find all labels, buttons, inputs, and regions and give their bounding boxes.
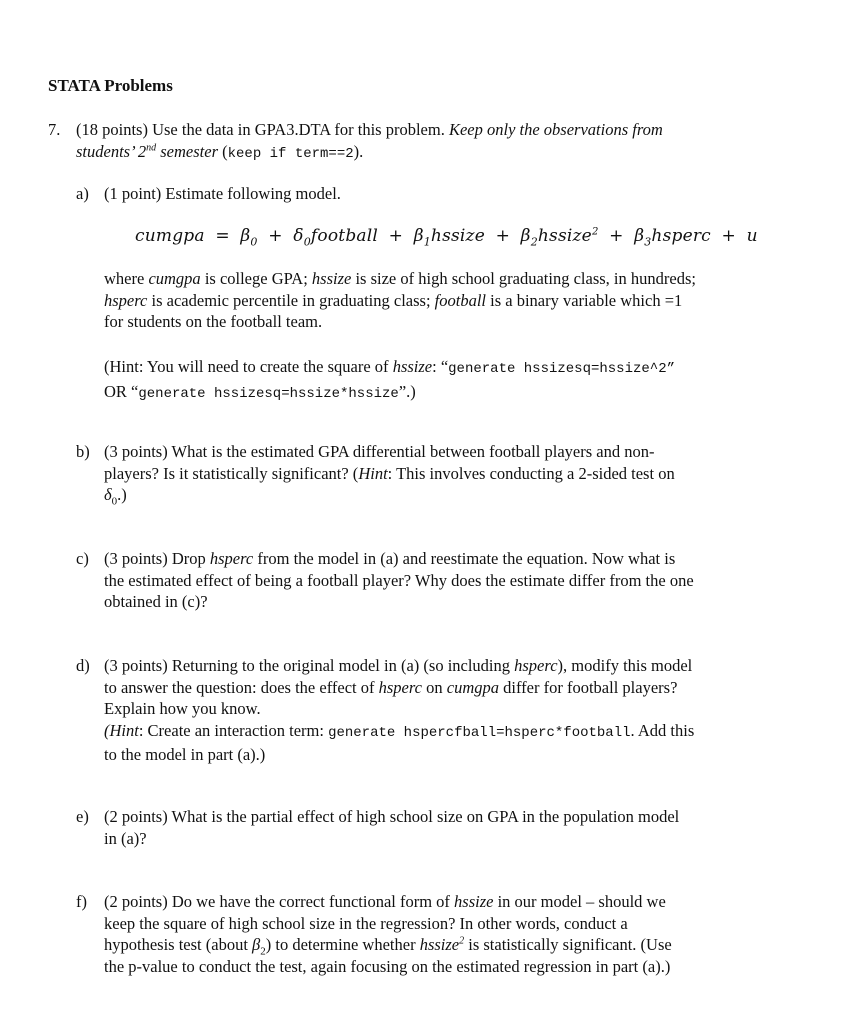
question-open-paren: ( [222, 141, 228, 161]
hint-cmd-2: generate hssizesq=hssize*hssize [138, 385, 399, 402]
model-equation [135, 226, 758, 248]
part-c-line-3: obtained in (c)? [104, 592, 208, 611]
part-f-line-3b: ) to determine whether [265, 935, 416, 954]
part-a-text: (1 point) Estimate following model. [104, 184, 341, 203]
part-c-line-2: the estimated effect of being a football player? Why does the estimate differ from the one [104, 570, 694, 590]
eq-beta0-sub: 0 [250, 235, 258, 249]
part-f-line-3a: hypothesis test (about [104, 935, 248, 954]
question-number: 7. [48, 120, 61, 139]
part-d-line-4b: : Create an interaction term: [138, 720, 324, 740]
part-a-label: a) [76, 184, 89, 203]
eq-delta0-sub: 0 [303, 235, 311, 249]
part-d-text [104, 655, 784, 766]
part-d-line-2b: on [426, 677, 443, 697]
part-f-var-2-sup: 2 [459, 935, 465, 947]
part-c-var: hsperc [209, 549, 254, 568]
question-nd: nd [146, 142, 157, 153]
hint-cmd-1: generate hssizesq=hssize^2” [448, 361, 675, 377]
where-hsperc: hsperc [104, 290, 148, 310]
question-points: (18 points) Use the data in GPA3.DTA for this problem. [76, 120, 445, 139]
part-b-line-1: (3 points) What is the estimated GPA differential between football players and non- [104, 442, 655, 461]
question-students: students’ 2 [76, 141, 147, 161]
part-e-label: e) [76, 807, 89, 826]
part-f-line-4: the p-value to conduct the test, again focusing on the estimated regression in part (a).) [104, 956, 671, 976]
part-d-line-3: Explain how you know. [104, 699, 261, 718]
part-f-beta: β [252, 935, 261, 954]
part-d-line-5: to the model in part (a).) [104, 745, 266, 764]
part-c-line-1a: (3 points) Drop [104, 549, 206, 568]
part-d-line-2c: differ for football players? [503, 677, 678, 697]
part-b-line-3-end: .) [117, 485, 127, 504]
part-b-hint-word: Hint [358, 463, 388, 483]
part-d-hint-word: Hint [109, 720, 139, 740]
part-c-line-1b: from the model in (a) and reestimate the equation. Now what is [257, 549, 676, 568]
eq-delta0: δ [293, 226, 304, 246]
part-d-line-1b: ), modify this model [557, 656, 693, 675]
section-heading: STATA Problems [48, 76, 173, 95]
eq-plus-4: + [609, 226, 624, 246]
eq-football: football [310, 226, 379, 246]
part-d-line-1a: (3 points) Returning to the original model in (a) (so including [104, 656, 511, 675]
eq-beta2-sub: 2 [530, 235, 538, 249]
part-f-text [104, 891, 784, 977]
part-d-command: generate hspercfball=hsperc*football [328, 724, 631, 741]
part-f-line-2: keep the square of high school size in the regression? In other words, conduct a [104, 913, 628, 933]
where-4: is academic percentile in graduating class; [151, 290, 431, 310]
hint-or: OR “ [104, 381, 139, 401]
hint-var: hssize [392, 357, 433, 376]
part-b-line-2b: : This involves conducting a 2-sided test on [387, 463, 675, 483]
eq-plus-2: + [388, 226, 404, 246]
part-f-line-1b: in our model – should we [497, 892, 666, 911]
question-close-paren: ). [353, 141, 364, 161]
eq-hssize: hssize [430, 226, 485, 246]
eq-beta1-sub: 1 [423, 235, 431, 249]
where-1: where [104, 269, 145, 288]
hint-2: : “ [432, 357, 449, 376]
question-intro [76, 119, 776, 165]
part-c-label: c) [76, 549, 89, 568]
eq-hssize-sq: hssize [537, 226, 592, 246]
part-a-where [104, 268, 784, 333]
eq-beta3: β [634, 226, 645, 246]
part-d-label: d) [76, 656, 90, 675]
part-d-var-3: cumgpa [446, 677, 500, 697]
eq-plus-3: + [495, 226, 511, 246]
eq-plus-1: + [268, 226, 283, 246]
part-d-var-1: hsperc [514, 656, 558, 675]
part-d-line-2a: to answer the question: does the effect of [104, 677, 375, 697]
question-semester: semester [160, 141, 218, 161]
part-b-line-2a: players? Is it statistically significant? ( [104, 463, 359, 483]
eq-beta0: β [240, 226, 251, 246]
part-a-hint [104, 356, 784, 405]
where-6: for students on the football team. [104, 312, 323, 331]
where-3: is size of high school graduating class, in hundreds; [355, 269, 696, 288]
part-f-label: f) [76, 892, 87, 911]
eq-plus-5: + [721, 226, 736, 246]
where-cumgpa: cumgpa [148, 269, 201, 288]
part-b-delta: δ [104, 485, 112, 504]
part-e-line-1: (2 points) What is the partial effect of high school size on GPA in the population model [104, 807, 680, 826]
eq-beta1: β [413, 226, 424, 246]
part-d-line-4a: ( [104, 720, 110, 740]
part-d-var-2: hsperc [378, 677, 423, 697]
hint-end: ”.) [398, 381, 416, 401]
where-5: is a binary variable which =1 [490, 290, 683, 310]
part-b-label: b) [76, 442, 90, 461]
where-hssize: hssize [311, 269, 352, 288]
eq-hssize-sq-sup: 2 [591, 226, 599, 238]
eq-hsperc: hsperc [651, 226, 711, 246]
hint-1: (Hint: You will need to create the square of [104, 357, 389, 376]
part-f-var-2: hssize [419, 935, 460, 954]
part-b-delta-sub: 0 [111, 495, 118, 508]
part-b-text [104, 441, 784, 506]
eq-equals: = [215, 226, 230, 246]
eq-lhs: cumgpa [135, 226, 205, 246]
question-keep-only: Keep only the observations from [448, 120, 663, 139]
part-e-line-2: in (a)? [104, 828, 147, 848]
eq-error: u [746, 226, 758, 246]
part-e-text [104, 806, 784, 849]
where-football: football [434, 290, 486, 310]
part-f-var-1: hssize [454, 892, 494, 911]
part-f-line-3c: is statistically significant. (Use [468, 935, 672, 954]
eq-beta3-sub: 3 [644, 235, 652, 249]
eq-beta2: β [520, 226, 531, 246]
part-f-line-1a: (2 points) Do we have the correct functional form of [104, 892, 450, 911]
part-f-beta-sub: 2 [260, 945, 266, 958]
where-2: is college GPA; [204, 269, 308, 288]
part-c-text [104, 548, 784, 613]
part-d-line-4c: . Add this [630, 720, 695, 740]
question-keep-command: keep if term==2 [227, 145, 354, 162]
